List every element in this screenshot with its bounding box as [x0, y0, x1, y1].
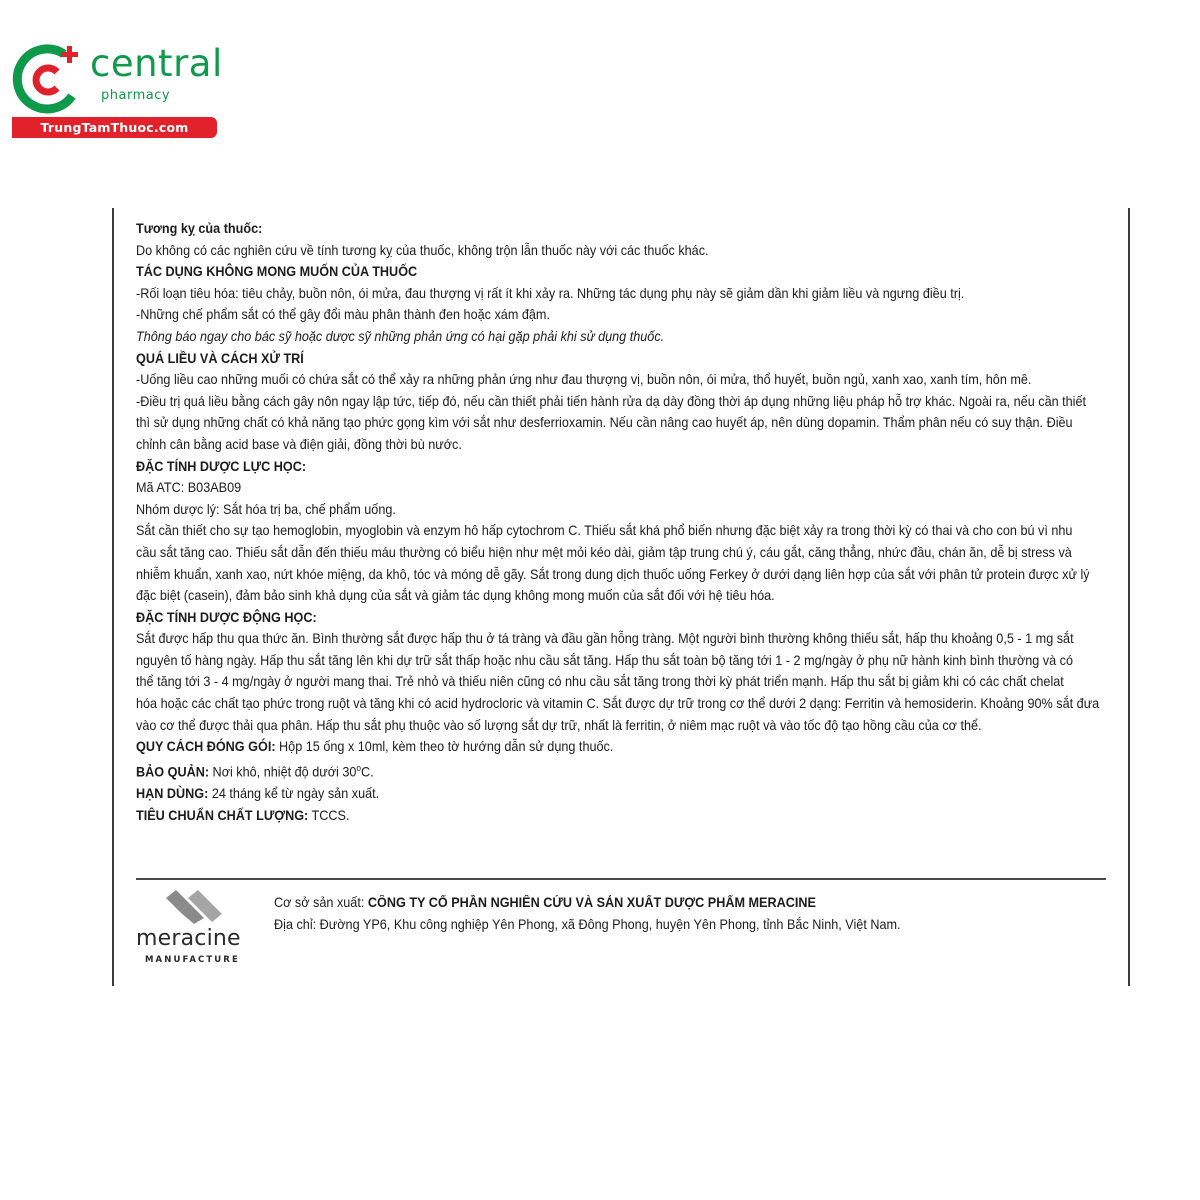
central-pharmacy-logo-icon	[12, 38, 92, 118]
meracine-logo-icon	[166, 890, 222, 924]
section-heading-tuong-ky: Tương kỵ của thuốc:	[136, 221, 263, 236]
info-storage-unit: C.	[361, 764, 374, 780]
brand-url-badge: TrungTamThuoc.com	[12, 117, 217, 138]
leaflet-text	[136, 218, 1113, 826]
meracine-logo	[136, 890, 246, 970]
paragraph-drug-group: Nhóm dược lý: Sắt hóa trị ba, chế phẩm uống.	[136, 501, 396, 517]
info-standard	[136, 805, 1113, 827]
paragraph-atc-code: Mã ATC: B03AB09	[136, 480, 242, 496]
info-expiry	[136, 783, 1113, 805]
paragraph-duoc-luc-3: nhiễm khuẩn, xanh xao, nứt khóe miệng, da khô, tóc và móng dễ gãy. Sắt trong dung dịch thuốc uống Ferkey ở dưới dạng liên hợp của sắt với phân tử protein được xử lý	[136, 566, 1090, 582]
info-standard-value: TCCS.	[308, 807, 350, 823]
manufacturer-logo-name: meracine	[136, 926, 241, 951]
section-heading-tac-dung: TÁC DỤNG KHÔNG MONG MUỐN CỦA THUỐC	[136, 264, 418, 280]
manufacturer-producer-name: CÔNG TY CỔ PHẦN NGHIÊN CỨU VÀ SẢN XUẤT DƯỢC PHẨM MERACINE	[367, 895, 816, 910]
central-pharmacy-logo	[12, 38, 232, 138]
section-heading-duoc-dong: ĐẶC TÍNH DƯỢC ĐỘNG HỌC:	[136, 609, 317, 625]
leaflet-document	[112, 208, 1130, 986]
paragraph-tac-dung-note: Thông báo ngay cho bác sỹ hoặc dược sỹ những phản ứng có hại gặp phải khi sử dụng thuốc.	[136, 328, 665, 344]
section-heading-duoc-luc: ĐẶC TÍNH DƯỢC LỰC HỌC:	[136, 458, 307, 474]
section-heading-qua-lieu: QUÁ LIỀU VÀ CÁCH XỬ TRÍ	[136, 350, 304, 366]
paragraph-duoc-dong-5: vào cơ thể được thải qua phân. Hấp thu sắt phụ thuộc vào số lượng sắt dự trữ, nhất là ferritin, ở niêm mạc ruột và vào tốc độ tạo hồng cầu của cơ thể.	[136, 717, 982, 733]
info-packing	[136, 736, 1113, 758]
info-storage	[136, 758, 1113, 783]
info-packing-value: Hộp 15 ống x 10ml, kèm theo tờ hướng dẫn sử dụng thuốc.	[275, 739, 614, 755]
manufacturer-info	[274, 892, 1018, 936]
info-packing-label: QUY CÁCH ĐÓNG GÓI:	[136, 739, 276, 755]
paragraph-tac-dung-2: -Những chế phẩm sắt có thể gây đổi màu phân thành đen hoặc xám đậm.	[136, 307, 550, 323]
paragraph-qua-lieu-2: -Điều trị quá liều bằng cách gây nôn ngay lập tức, tiếp đó, nếu cần thiết phải tiến hành rửa dạ dày đồng thời áp dụng những liệu pháp hỗ trợ khác. Ngoài ra, nếu cần thiết	[136, 393, 1087, 409]
manufacturer-producer	[274, 892, 1018, 914]
info-expiry-value: 24 tháng kể từ ngày sản xuất.	[208, 785, 380, 801]
paragraph-tac-dung-1: -Rối loạn tiêu hóa: tiêu chảy, buồn nôn, ói mửa, đau thượng vị rất ít khi xảy ra. Những tác dụng phụ này sẽ giảm dần khi giảm liều và ngưng điều trị.	[136, 285, 965, 301]
info-storage-label: BẢO QUẢN:	[136, 764, 210, 780]
manufacturer-producer-label: Cơ sở sản xuất:	[274, 895, 368, 910]
brand-name: central	[90, 42, 223, 85]
info-storage-degree: o	[356, 762, 362, 773]
paragraph-duoc-luc-1: Sắt cần thiết cho sự tạo hemoglobin, myoglobin và enzym hô hấp cytochrom C. Thiếu sắt khá phổ biến nhưng đặc biệt xảy ra trong thời kỳ có thai và cho con bú vì nhu	[136, 523, 1073, 539]
paragraph-duoc-luc-2: cầu sắt tăng cao. Thiếu sắt dẫn đến thiếu máu thường có biểu hiện như mệt mỏi kéo dài, giảm tập trung chú ý, cáu gắt, căng thẳng, nhức đầu, chán ăn, dễ bị stress và	[136, 544, 1072, 560]
footer-divider	[136, 878, 1106, 880]
paragraph-duoc-dong-3: thể tăng tới 3 - 4 mg/ngày ở người mang thai. Trẻ nhỏ và thiếu niên cũng có nhu cầu sắt tăng trong thời kỳ phát triển mạnh. Hấp thu sắt bị giảm khi có các chất chelat	[136, 674, 1064, 690]
paragraph-duoc-dong-4: hóa hoặc các chất tạo phức trong ruột và tăng khi có acid hydrocloric và vitamin C. Sắt được dự trữ trong cơ thể dưới 2 dạng: Ferritin và hemosiderin. Khoảng 90% sắt đưa	[136, 696, 1100, 712]
paragraph-qua-lieu-4: chỉnh cân bằng acid base và điện giải, đồng thời bù nước.	[136, 436, 462, 452]
manufacturer-address: Địa chỉ: Đường YP6, Khu công nghiệp Yên Phong, xã Đông Phong, huyện Yên Phong, tỉnh Bắc Ninh, Việt Nam.	[274, 917, 901, 932]
paragraph-tuong-ky: Do không có các nghiên cứu về tính tương kỵ của thuốc, không trộn lẫn thuốc này với các thuốc khác.	[136, 242, 709, 258]
paragraph-duoc-dong-2: nguyên tố hàng ngày. Hấp thu sắt tăng lên khi dự trữ sắt thấp hoặc nhu cầu sắt tăng. Hấp thu sắt toàn bộ tăng tới 1 - 2 mg/ngày ở phụ nữ hành kinh bình thường và có	[136, 652, 1074, 668]
paragraph-duoc-dong-1: Sắt được hấp thu qua thức ăn. Bình thường sắt được hấp thu ở tá tràng và đầu gần hỗng tràng. Một người bình thường không thiếu sắt, hấp thu khoảng 0,5 - 1 mg sắt	[136, 631, 1074, 647]
info-standard-label: TIÊU CHUẨN CHẤT LƯỢNG:	[136, 807, 309, 823]
brand-subtitle: pharmacy	[101, 88, 171, 103]
paragraph-duoc-luc-4: đặc biệt (casein), đảm bảo sinh khả dụng của sắt và giảm tác dụng không mong muốn của sắt đối với hệ tiêu hóa.	[136, 588, 775, 604]
paragraph-qua-lieu-1: -Uống liều cao những muối có chứa sắt có thể xảy ra những phản ứng như đau thượng vị, buồn nôn, ói mửa, thổ huyết, buồn ngủ, xanh xao, xanh tím, hôn mê.	[136, 372, 1032, 388]
info-storage-value: Nơi khô, nhiệt độ dưới 30	[209, 764, 357, 780]
manufacturer-logo-subtitle: MANUFACTURE	[145, 955, 240, 965]
paragraph-qua-lieu-3: thì sử dụng những chất có khả năng tạo phức gọng kìm với sắt như desferrioxamin. Nếu cần nâng cao huyết áp, nên dùng dopamin. Thẩm phân nếu có suy thận. Điều	[136, 415, 1073, 431]
info-expiry-label: HẠN DÙNG:	[136, 785, 209, 801]
